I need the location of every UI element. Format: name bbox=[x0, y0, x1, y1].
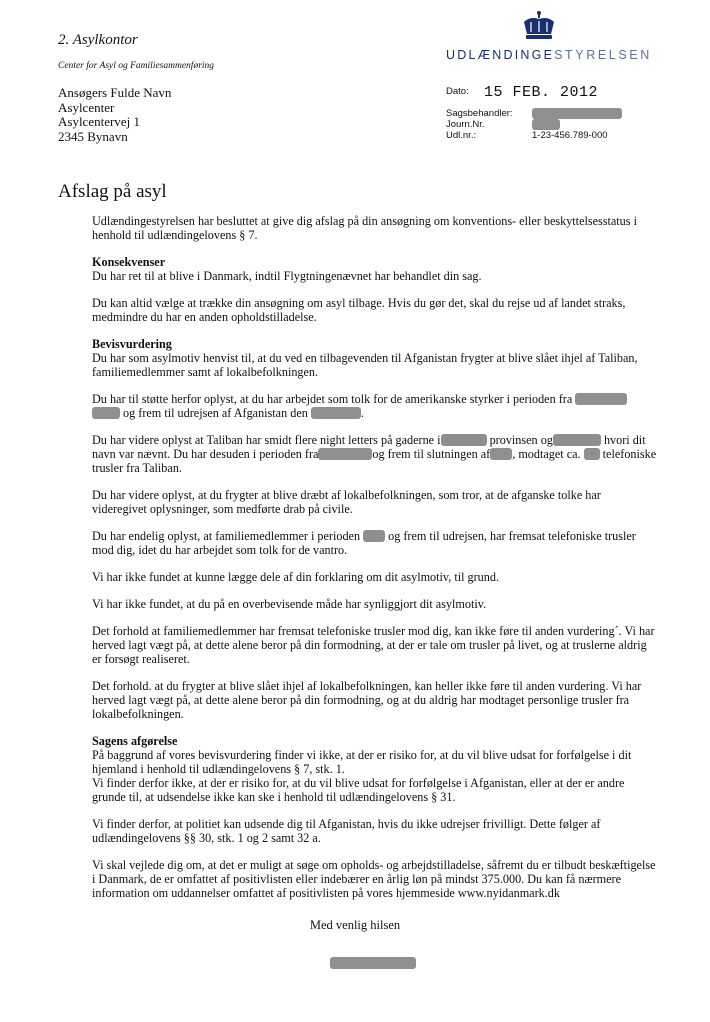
redacted-date bbox=[575, 393, 627, 405]
date-stamp: 15 FEB. 2012 bbox=[484, 84, 599, 101]
udl-number: 1-23-456.789-000 bbox=[532, 130, 608, 141]
udl-label: Udl.nr.: bbox=[446, 130, 477, 141]
redacted-count bbox=[584, 448, 600, 460]
evidence-paragraph-6: Vi har ikke fundet at kunne lægge dele af din forklaring om dit asylmotiv, til grund. bbox=[92, 570, 500, 584]
decision-paragraph-3: Vi finder derfor, at politiet kan udsende dig til Afganistan, hvis du ikke udrejser frivilligt. Dette følger af udlændingelovens §§ 30, stk. 1 og 2 samt 32 a. bbox=[92, 817, 601, 845]
letter-title: Afslag på asyl bbox=[58, 181, 167, 202]
redacted-date bbox=[92, 407, 120, 419]
consequences-heading: Konsekvenser bbox=[92, 255, 166, 269]
agency-logo-text: UDLÆNDINGESTYRELSEN bbox=[446, 48, 652, 62]
redacted-signature bbox=[330, 957, 416, 969]
recipient-city: 2345 Bynavn bbox=[58, 128, 128, 144]
crown-logo-icon bbox=[520, 10, 558, 42]
recipient-address bbox=[58, 86, 171, 144]
recipient-center: Asylcenter bbox=[58, 99, 115, 115]
decision-heading: Sagens afgørelse bbox=[92, 734, 178, 748]
evidence-paragraph-1: Du har som asylmotiv henvist til, at du ved en tilbagevenden til Afganistan frygter at blive slået ihjel af Taliban, familiemedlemmer samt af lokalbefolkningen. bbox=[92, 351, 638, 379]
decision-paragraph-1: På baggrund af vores bevisvurdering finder vi ikke, at der er risiko for, at du vil blive udsat for forfølgelse i dit hjemland i henhold til udlændingelovens § 7, stk. 1. bbox=[92, 748, 632, 776]
redacted-place bbox=[441, 434, 487, 446]
decision-paragraph-4: Vi skal vejlede dig om, at det er muligt at søge om opholds- og arbejdstilladelse, såfremt du er tilbudt beskæftigelse i Danmark, de er omfattet af positivlisten eller indebærer en årlig løn på mindst 375.000. Du kan få nærmere information om uddannelser omfattet af positivlisten på vores hjemmeside www.nyidanmark.dk bbox=[92, 858, 656, 900]
office-name: 2. Asylkontor bbox=[58, 32, 138, 48]
date-label: Dato: bbox=[446, 86, 469, 97]
evidence-paragraph-8: Det forhold at familiemedlemmer har fremsat telefoniske trusler mod dig, kan ikke føre til anden vurdering´. Vi har herved lagt vægt på, at dette alene beror på din formodning, at der er tale om trusler på livet, og at truslerne aldrig er forsøgt realiseret. bbox=[92, 624, 655, 666]
department-name: Center for Asyl og Familiesammenføring bbox=[58, 61, 215, 71]
redacted-date bbox=[318, 448, 372, 460]
intro-paragraph: Udlændingestyrelsen har besluttet at give dig afslag på din ansøgning om konventions- eller beskyttelsesstatus i henhold til udlændingelovens § 7. bbox=[92, 214, 637, 242]
redacted-date bbox=[363, 530, 385, 542]
redacted-caseworker bbox=[532, 108, 622, 119]
closing-greeting: Med venlig hilsen bbox=[309, 918, 401, 932]
evidence-paragraph-4: Du har videre oplyst, at du frygter at blive dræbt af lokalbefolkningen, som tror, at de afganske tolke har videregivet oplysninger, som medførte drab på civile. bbox=[92, 488, 601, 516]
evidence-paragraph-9: Det forhold. at du frygter at blive slået ihjel af lokalbefolkningen, kan heller ikke føre til anden vurdering. Vi har herved lagt vægt på, at dette alene beror på din formodning, og at du aldrig har modtaget personlige trusler fra lokalbefolkningen. bbox=[92, 679, 642, 721]
letter-body bbox=[92, 214, 657, 913]
recipient-street: Asylcentervej 1 bbox=[58, 114, 140, 129]
evidence-paragraph-2: Du har til støtte herfor oplyst, at du har arbejdet som tolk for de amerikanske styrker i perioden fra og frem til udrejsen af Afganistan den . bbox=[92, 392, 657, 420]
decision-paragraph-2: Vi finder derfor ikke, at der er risiko for, at du vil blive udsat for forfølgelse i Afganistan, eller at der er andre grunde til, at udsendelse ikke kan ske i henhold til udlændingelovens § 31. bbox=[92, 776, 625, 804]
recipient-name: Ansøgers Fulde Navn bbox=[58, 85, 172, 100]
caseworker-label: Sagsbehandler: bbox=[446, 108, 513, 119]
redacted-date bbox=[311, 407, 361, 419]
evidence-paragraph-7: Vi har ikke fundet, at du på en overbevisende måde har synliggjort dit asylmotiv. bbox=[92, 597, 487, 611]
consequences-paragraph-2: Du kan altid vælge at trække din ansøgning om asyl tilbage. Hvis du gør det, skal du rejse ud af landet straks, medmindre du har en anden opholdstilladelse. bbox=[92, 296, 626, 324]
redacted-place bbox=[553, 434, 601, 446]
evidence-paragraph-3: Du har videre oplyst at Taliban har smidt flere night letters på gaderne i provinsen og hvori dit navn var nævnt. Du har desuden i perioden fra og frem til slutningen af , modtaget ca. telefoniske trusler fra Taliban. bbox=[92, 433, 657, 475]
journal-label: Journ.Nr. bbox=[446, 119, 485, 130]
consequences-paragraph-1: Du har ret til at blive i Danmark, indtil Flygtningenævnet har behandlet din sag. bbox=[92, 269, 482, 283]
redacted-journal bbox=[532, 119, 560, 130]
evidence-paragraph-5: Du har endelig oplyst, at familiemedlemmer i perioden og frem til udrejsen, har fremsat telefoniske trusler mod dig, idet du har arbejdet som tolk for de vantro. bbox=[92, 529, 636, 557]
evidence-heading: Bevisvurdering bbox=[92, 337, 172, 351]
redacted-date bbox=[490, 448, 512, 460]
